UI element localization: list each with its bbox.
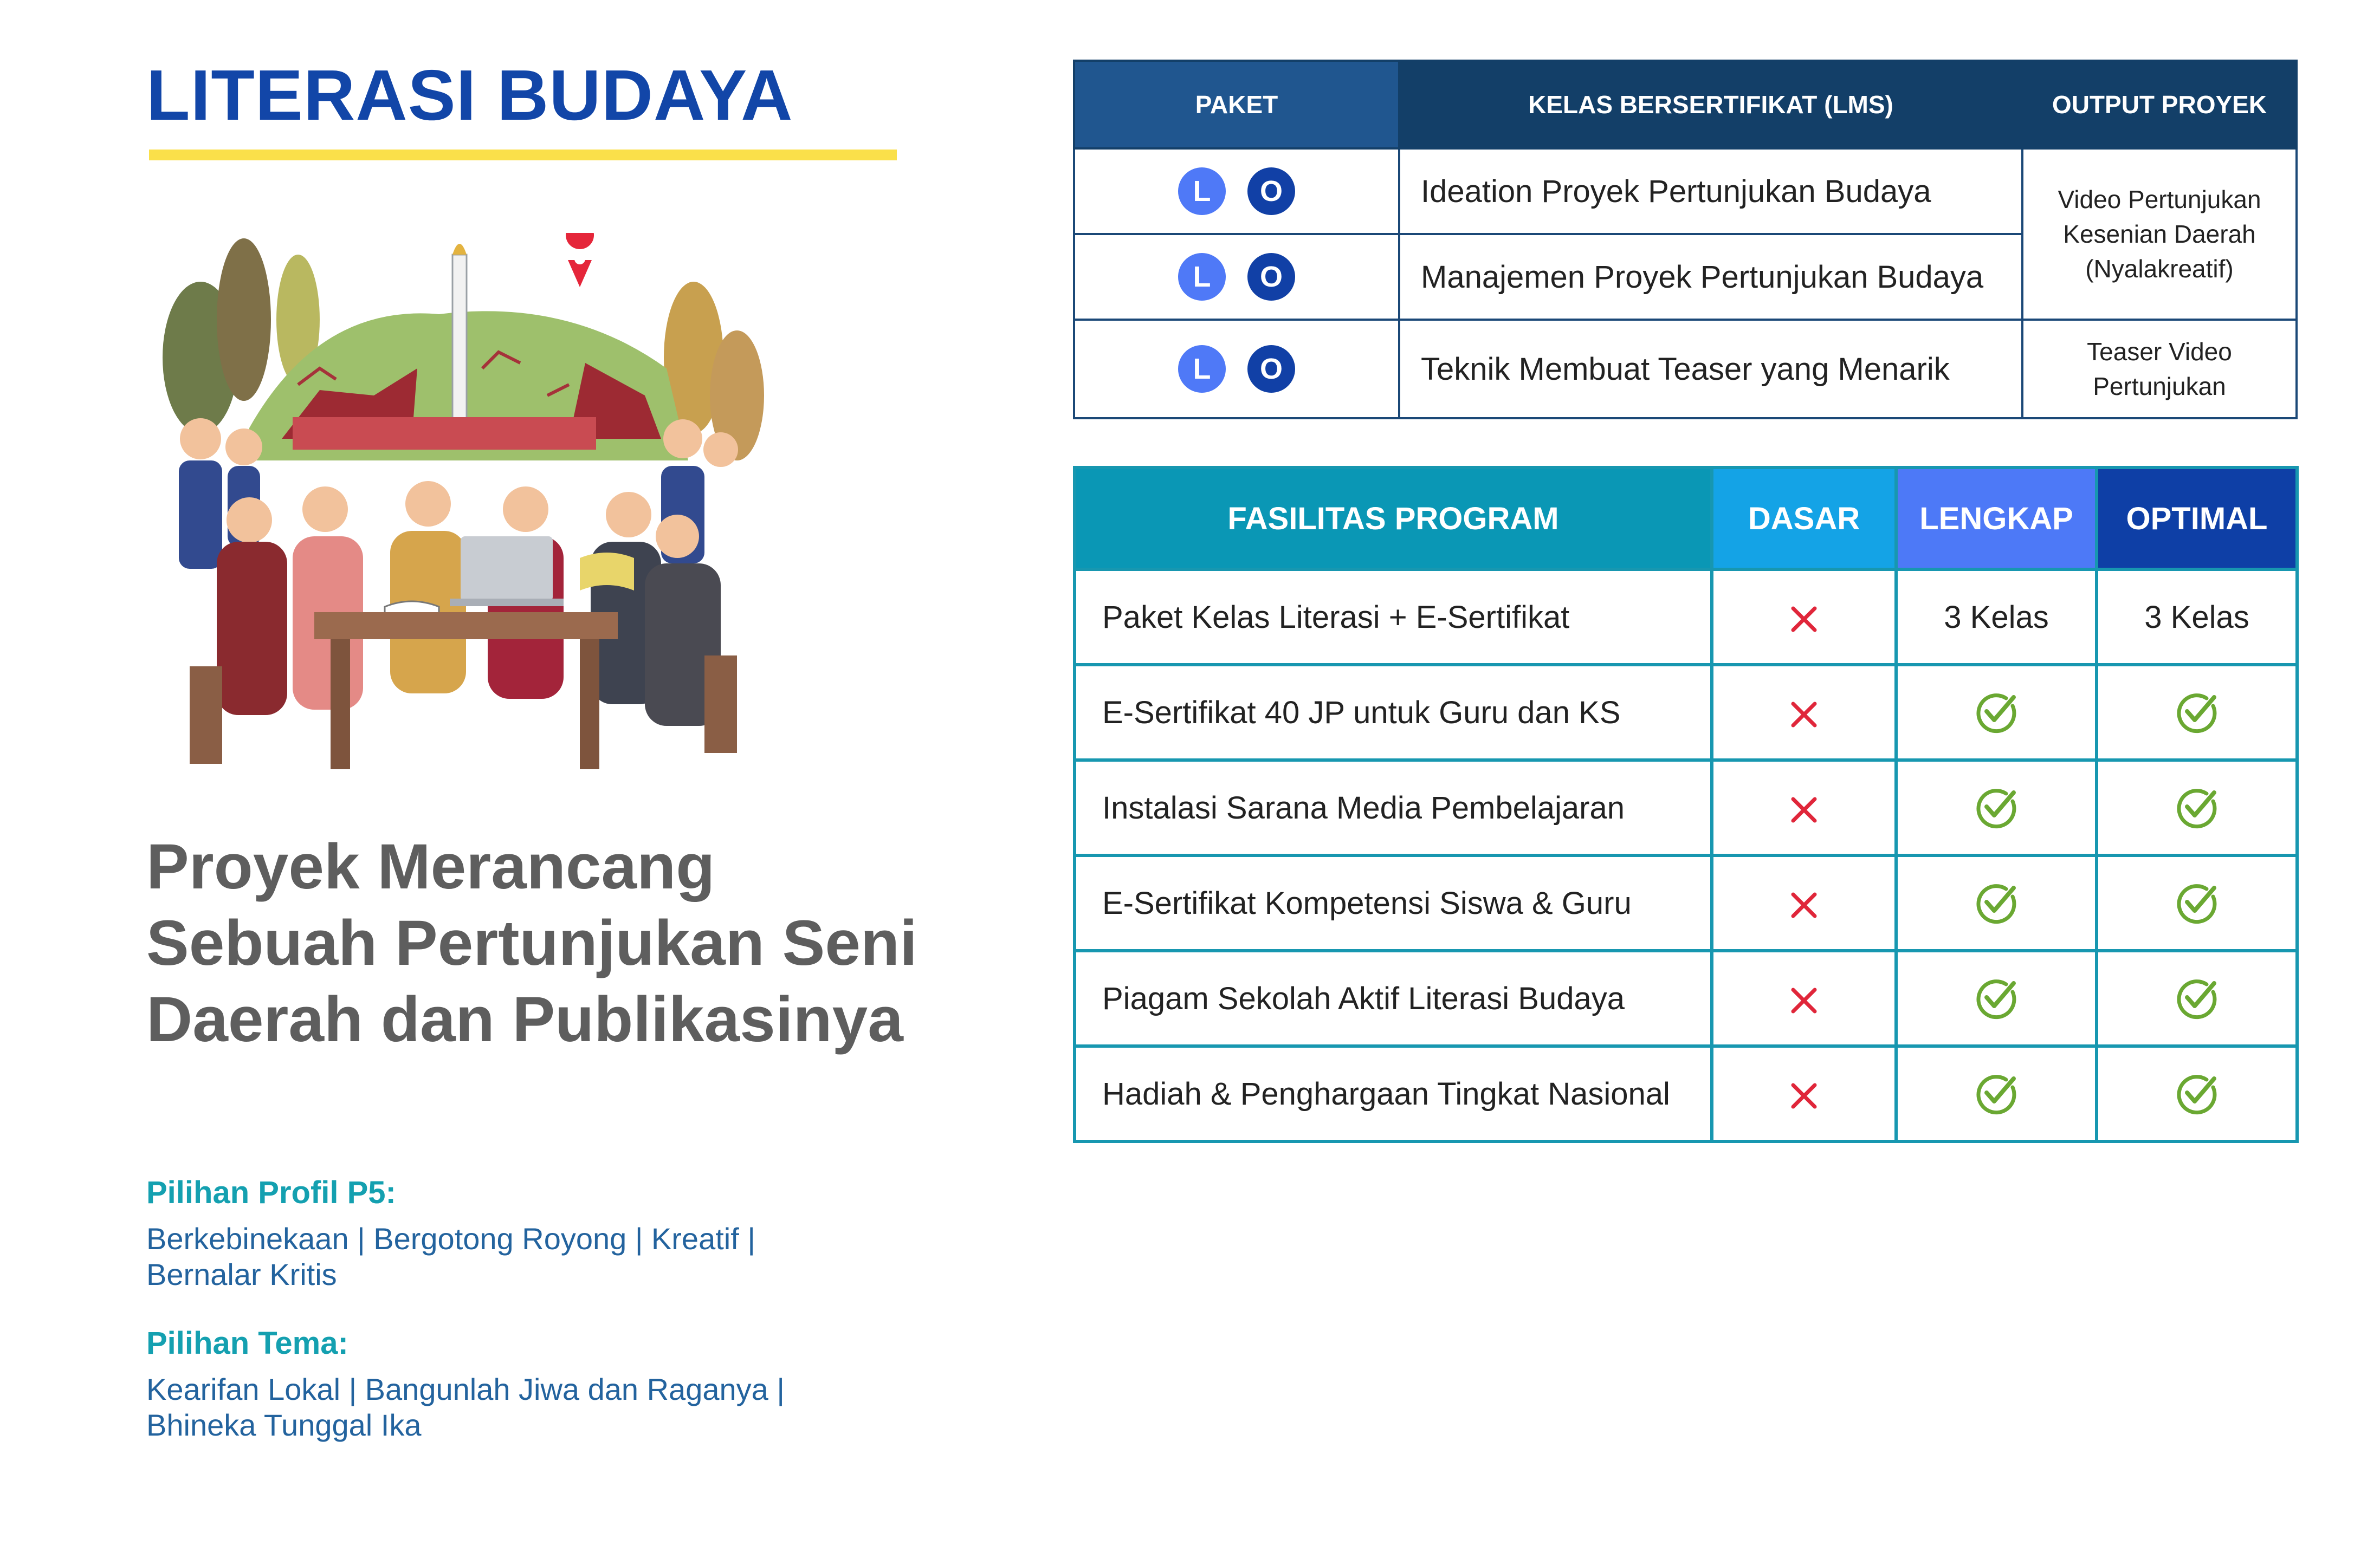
optimal-cell: 3 Kelas xyxy=(2097,569,2297,665)
project-title: Proyek Merancang Sebuah Pertunjukan Seni Daerah dan Publikasinya xyxy=(146,831,917,1055)
feature-name: E-Sertifikat Kompetensi Siswa & Guru xyxy=(1075,855,1712,951)
check-circle-icon xyxy=(2174,880,2220,926)
culture-illustration xyxy=(157,233,780,775)
table-row xyxy=(1075,569,2297,665)
check-circle-icon xyxy=(2174,1071,2220,1116)
lengkap-cell xyxy=(1896,665,2097,760)
cross-icon xyxy=(1788,794,1820,826)
output-proyek: Video Pertunjukan Kesenian Daerah (Nyalakreatif) xyxy=(2022,148,2297,320)
check-circle-icon xyxy=(1974,690,2019,735)
feature-name: Piagam Sekolah Aktif Literasi Budaya xyxy=(1075,951,1712,1046)
dasar-cell xyxy=(1712,665,1896,760)
course-name: Ideation Proyek Pertunjukan Budaya xyxy=(1399,148,2022,234)
paket-badges xyxy=(1074,234,1399,320)
header-fasilitas-program: FASILITAS PROGRAM xyxy=(1075,468,1712,569)
paket-table xyxy=(1073,60,2298,419)
check-circle-icon xyxy=(2174,785,2220,830)
optimal-cell xyxy=(2097,855,2297,951)
fasilitas-table xyxy=(1073,466,2299,1143)
table-row xyxy=(1075,951,2297,1046)
dasar-cell xyxy=(1712,855,1896,951)
header-lengkap: LENGKAP xyxy=(1896,468,2097,569)
paket-badges xyxy=(1074,148,1399,234)
dasar-cell xyxy=(1712,760,1896,855)
output-proyek: Teaser Video Pertunjukan xyxy=(2022,320,2297,418)
tema-label: Pilihan Tema: xyxy=(146,1326,348,1361)
optimal-cell xyxy=(2097,760,2297,855)
lengkap-cell xyxy=(1896,855,2097,951)
dasar-cell xyxy=(1712,1046,1896,1141)
feature-name: Instalasi Sarana Media Pembelajaran xyxy=(1075,760,1712,855)
check-circle-icon xyxy=(2174,690,2220,735)
header-optimal: OPTIMAL xyxy=(2097,468,2297,569)
feature-name: Hadiah & Penghargaan Tingkat Nasional xyxy=(1075,1046,1712,1141)
table-row xyxy=(1075,855,2297,951)
optimal-cell xyxy=(2097,665,2297,760)
cross-icon xyxy=(1788,984,1820,1017)
cross-icon xyxy=(1788,889,1820,921)
paket-lengkap-badge: L xyxy=(1178,253,1226,301)
lengkap-cell xyxy=(1896,760,2097,855)
table-row xyxy=(1074,320,2297,418)
paket-optimal-badge: O xyxy=(1247,167,1295,215)
profil-label: Pilihan Profil P5: xyxy=(146,1175,396,1210)
paket-lengkap-badge: L xyxy=(1178,167,1226,215)
cross-icon xyxy=(1788,603,1820,635)
course-name: Teknik Membuat Teaser yang Menarik xyxy=(1399,320,2022,418)
cross-icon xyxy=(1788,698,1820,731)
paket-optimal-badge: O xyxy=(1247,345,1295,393)
cross-icon xyxy=(1788,1080,1820,1112)
table-row xyxy=(1075,1046,2297,1141)
table-row xyxy=(1074,148,2297,234)
header-paket: PAKET xyxy=(1074,61,1399,148)
table-row xyxy=(1075,760,2297,855)
check-circle-icon xyxy=(1974,1071,2019,1116)
check-circle-icon xyxy=(1974,880,2019,926)
profil-options: Berkebinekaan | Bergotong Royong | Kreatif | Bernalar Kritis xyxy=(146,1222,755,1291)
title-underline xyxy=(149,150,897,160)
check-circle-icon xyxy=(2174,976,2220,1021)
page-title: LITERASI BUDAYA xyxy=(146,55,793,135)
lengkap-cell xyxy=(1896,1046,2097,1141)
course-name: Manajemen Proyek Pertunjukan Budaya xyxy=(1399,234,2022,320)
check-circle-icon xyxy=(1974,976,2019,1021)
table-row xyxy=(1075,665,2297,760)
optimal-cell xyxy=(2097,1046,2297,1141)
header-dasar: DASAR xyxy=(1712,468,1896,569)
header-kelas-bersertifikat: KELAS BERSERTIFIKAT (LMS) xyxy=(1399,61,2022,148)
feature-name: Paket Kelas Literasi + E-Sertifikat xyxy=(1075,569,1712,665)
lengkap-cell xyxy=(1896,951,2097,1046)
check-circle-icon xyxy=(1974,785,2019,830)
optimal-cell xyxy=(2097,951,2297,1046)
paket-badges xyxy=(1074,320,1399,418)
header-output-proyek: OUTPUT PROYEK xyxy=(2022,61,2297,148)
feature-name: E-Sertifikat 40 JP untuk Guru dan KS xyxy=(1075,665,1712,760)
paket-optimal-badge: O xyxy=(1247,253,1295,301)
dasar-cell xyxy=(1712,569,1896,665)
paket-lengkap-badge: L xyxy=(1178,345,1226,393)
tema-options: Kearifan Lokal | Bangunlah Jiwa dan Raganya | Bhineka Tunggal Ika xyxy=(146,1372,785,1442)
dasar-cell xyxy=(1712,951,1896,1046)
lengkap-cell: 3 Kelas xyxy=(1896,569,2097,665)
